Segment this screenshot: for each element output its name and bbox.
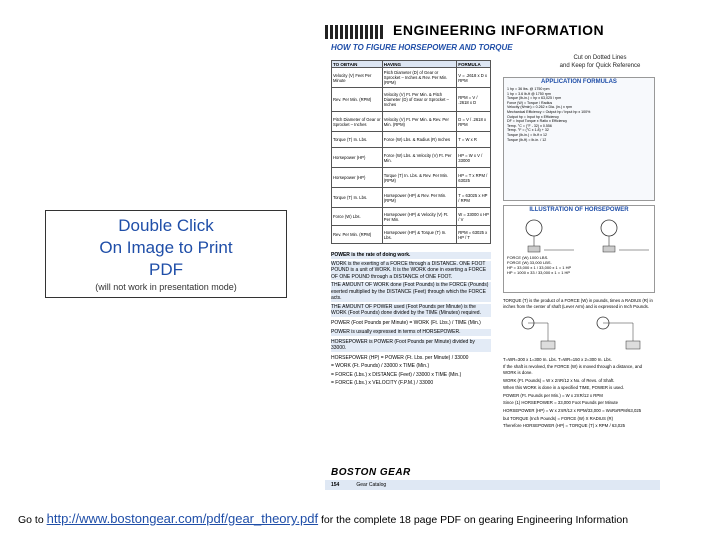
table-row bbox=[332, 188, 491, 208]
app-lines bbox=[504, 86, 654, 143]
torque-line: Since (1) HORSEPOWER = 33,000 Foot Pounds per Minute bbox=[503, 400, 618, 406]
amount-work: THE AMOUNT OF WORK done (Foot Pounds) is the FORCE (Pounds) exerted multiplied by the DISTANCE (Feet) through which the FORCE acts. bbox=[331, 282, 491, 302]
cell: Force (W) Lbs. bbox=[332, 208, 383, 226]
amount-power: THE AMOUNT OF POWER used (Foot Pounds per Minute) is the WORK (Foot Pounds) done divided by the TIME (Minutes) required. bbox=[331, 304, 491, 317]
cell: Rev. Per Min. (RPM) bbox=[332, 226, 383, 244]
cell: T = 63025 x HP / RPM bbox=[457, 188, 491, 208]
cell: Velocity (V) Feet Per Minute bbox=[332, 68, 383, 88]
cell: Horsepower (HP) & Rev. Per Min. (RPM) bbox=[382, 188, 457, 208]
cell: Force (W) Lbs. & Velocity (V) Ft. Per Min. bbox=[382, 148, 457, 168]
torque-line: POWER (Ft. Pounds per Min.) = W x 2πR/12 x RPM bbox=[503, 392, 603, 398]
torque-line: Therefore HORSEPOWER (HP) = TORQUE (T) x RPM / 63,025 bbox=[503, 423, 625, 429]
cell: Velocity (V) Ft. Per Min. & Pitch Diameter (D) of Gear or Sprocket – Inches bbox=[382, 88, 457, 112]
ill-lines bbox=[504, 255, 654, 275]
table-row bbox=[332, 88, 491, 112]
document-title: ENGINEERING INFORMATION bbox=[393, 22, 605, 38]
cell: Horsepower (HP) bbox=[332, 168, 383, 188]
app-line: Torque (lb-in.) = lb-ft x 12 bbox=[507, 132, 548, 137]
footer-prefix: Go to bbox=[18, 514, 44, 526]
document-header bbox=[325, 20, 660, 42]
col-header-formula: FORMULA bbox=[457, 61, 491, 68]
table-row bbox=[332, 112, 491, 132]
horsepower-illustration bbox=[503, 205, 655, 293]
cell: Rev. Per Min. (RPM) bbox=[332, 88, 383, 112]
torque-line: If the shaft is revolved, the FORCE (W) is moved through a distance, and WORK is done. bbox=[503, 364, 642, 375]
pdf-link[interactable]: http://www.bostongear.com/pdf/gear_theory.pdf bbox=[46, 511, 319, 526]
cell: Horsepower (HP) bbox=[332, 148, 383, 168]
cut-note-line-1: Cut on Dotted Lines bbox=[573, 55, 627, 61]
table-row bbox=[332, 168, 491, 188]
cell: RPM = 63025 x HP / T bbox=[457, 226, 491, 244]
power-def: POWER is the rate of doing work. bbox=[331, 252, 491, 259]
cell: RPM = V / .2618 x D bbox=[457, 88, 491, 112]
table-row bbox=[332, 68, 491, 88]
print-instruction-box[interactable] bbox=[45, 210, 287, 298]
ill-title: ILLUSTRATION OF HORSEPOWER bbox=[529, 207, 629, 213]
app-line: 1 hp = 36 lbs. @ 1750 rpm bbox=[507, 87, 550, 91]
hp-formula-3: = FORCE (Lbs.) x DISTANCE (Feet) / 33000 x TIME (Min.) bbox=[331, 371, 462, 378]
ill-line: HP = 1000 x 33 / 33,000 x 1 = 1 HP bbox=[507, 270, 571, 275]
torque-line: but TORQUE (Inch Pounds) = FORCE (W) X RADIUS (R) bbox=[503, 415, 614, 421]
app-line: Torque (lb-ft) = lb-in. / 12 bbox=[507, 137, 547, 142]
torque-line: HORSEPOWER (HP) = W x 2πR/12 x RPM/33,000 = WxRxRPM/63,025 bbox=[503, 407, 642, 413]
lever-diagram bbox=[503, 309, 653, 355]
app-line: Mechanical Efficiency = Output hp / Input hp x 100% bbox=[507, 109, 591, 114]
hp-formula-4: = FORCE (Lbs.) x VELOCITY (F.P.M.) / 33000 bbox=[331, 380, 434, 386]
app-line: Temp. °C = (°F - 32) x 0.556 bbox=[507, 123, 552, 128]
cut-note bbox=[540, 54, 660, 70]
torque-line: WORK (Ft. Pounds) = W x 2πR/12 x No. of Revs. of Shaft. bbox=[503, 377, 615, 383]
footer-line bbox=[18, 511, 628, 526]
header-stripe bbox=[325, 25, 385, 39]
print-line-1: Double Click bbox=[118, 216, 214, 235]
cell: Torque (T) In. Lbs. bbox=[332, 132, 383, 148]
cell: Horsepower (HP) & Velocity (V) Ft. Per Min. bbox=[382, 208, 457, 226]
table-row bbox=[332, 148, 491, 168]
cell: D = V / .2618 x RPM bbox=[457, 112, 491, 132]
hp-def: HORSEPOWER is POWER (Foot Pounds per Minute) divided by 33000. bbox=[331, 339, 491, 352]
app-line: Output hp = Input hp x Efficiency bbox=[507, 114, 559, 119]
cell: Horsepower (HP) & Torque (T) In. Lbs. bbox=[382, 226, 457, 244]
table-row bbox=[332, 226, 491, 244]
cell: Torque (T) In. Lbs. bbox=[332, 188, 383, 208]
engineering-document-image[interactable] bbox=[325, 20, 660, 490]
catalog-label: Gear Catalog bbox=[356, 482, 387, 488]
torque-line: TORQUE (T) is the product of a FORCE (W) in pounds, times a RADIUS (R) in inches from the center of shaft (Lever Arm) and is expressed in Inch Pounds. bbox=[503, 298, 653, 309]
torque-line: When this WORK is done in a specified TIME, POWER is used. bbox=[503, 385, 624, 391]
cell: HP = W x V / 33000 bbox=[457, 148, 491, 168]
boston-gear-logo: BOSTON GEAR bbox=[331, 467, 411, 478]
print-line-2: On Image to Print bbox=[99, 238, 233, 257]
footer-suffix: for the complete 18 page PDF on gearing Engineering Information bbox=[321, 514, 629, 526]
cell: V = .2618 x D x RPM bbox=[457, 68, 491, 88]
formula-table bbox=[331, 60, 491, 244]
application-formulas-box bbox=[503, 77, 655, 201]
page-number: 154 bbox=[331, 482, 340, 488]
app-line: DF = Input Torque x Ratio x Efficiency bbox=[507, 119, 568, 124]
col-header-to-obtain: TO OBTAIN bbox=[332, 61, 383, 68]
col-header-having: HAVING bbox=[382, 61, 457, 68]
torque-explanation bbox=[503, 298, 653, 478]
app-title: APPLICATION FORMULAS bbox=[541, 79, 617, 85]
formula-table-header bbox=[332, 61, 491, 68]
cell: Velocity (V) Ft. Per Min. & Rev. Per Min. (RPM) bbox=[382, 112, 457, 132]
pulley-diagram bbox=[504, 214, 654, 254]
power-hp-note: POWER is usually expressed in terms of HORSEPOWER. bbox=[331, 329, 491, 336]
document-subtitle: HOW TO FIGURE HORSEPOWER AND TORQUE bbox=[331, 43, 513, 52]
cut-note-line-2: and Keep for Quick Reference bbox=[559, 63, 641, 69]
hp-formula-1: HORSEPOWER (HP) = POWER (Ft. Lbs. per Minute) / 33000 bbox=[331, 354, 469, 361]
ill-line: HP = 33,000 x 1 / 33,000 x 1 = 1 HP bbox=[507, 265, 572, 270]
app-line: Torque (lb-in.) = hp x 63,025 / rpm bbox=[507, 96, 562, 101]
cell: T = W x R bbox=[457, 132, 491, 148]
cell: W = 33000 x HP / V bbox=[457, 208, 491, 226]
ill-line: FORCE (W) 1000 LBS. bbox=[507, 255, 549, 260]
print-line-3: PDF bbox=[149, 260, 183, 279]
cell: Pitch Diameter (D) of Gear or Sprocket – Inches & Rev. Per Min. (RPM) bbox=[382, 68, 457, 88]
power-explanation bbox=[331, 252, 491, 387]
table-row bbox=[332, 132, 491, 148]
app-line: 1 hp = 3.6 lb-ft @ 1750 rpm bbox=[507, 91, 551, 96]
hp-formula-2: = WORK (Ft. Pounds) / 33000 x TIME (Min.) bbox=[331, 363, 430, 369]
table-row bbox=[332, 208, 491, 226]
cell: Torque (T) In. Lbs. & Rev. Per Min. (RPM) bbox=[382, 168, 457, 188]
work-def: WORK is the exerting of a FORCE through a DISTANCE. ONE FOOT POUND is a unit of WORK. It is the WORK done in exerting a FORCE OF ONE POUND through a DISTANCE of ONE FOOT. bbox=[331, 261, 491, 281]
print-note: (will not work in presentation mode) bbox=[95, 282, 237, 292]
torque-line: T=WR=300 x 1=300 In. Lbs. T=WR=150 x 2=300 In. Lbs. bbox=[503, 356, 612, 362]
app-line: Velocity (ft/min) = 0.262 x Dia. (in.) x rpm bbox=[507, 105, 573, 110]
cell: Force (W) Lbs. & Radius (R) Inches bbox=[382, 132, 457, 148]
app-line: Temp. °F = (°C x 1.8) + 32 bbox=[507, 128, 549, 133]
cell: Pitch Diameter of Gear or Sprocket – Inches bbox=[332, 112, 383, 132]
app-line: Force (W) = Torque / Radius bbox=[507, 100, 553, 105]
ill-line: FORCE (W) 33,000 LBS. bbox=[507, 260, 552, 265]
cell: HP = T x RPM / 63025 bbox=[457, 168, 491, 188]
power-formula: POWER (Foot Pounds per Minute) = WORK (Ft. Lbs.) / TIME (Min.) bbox=[331, 319, 481, 326]
document-footer-bar bbox=[325, 480, 660, 490]
